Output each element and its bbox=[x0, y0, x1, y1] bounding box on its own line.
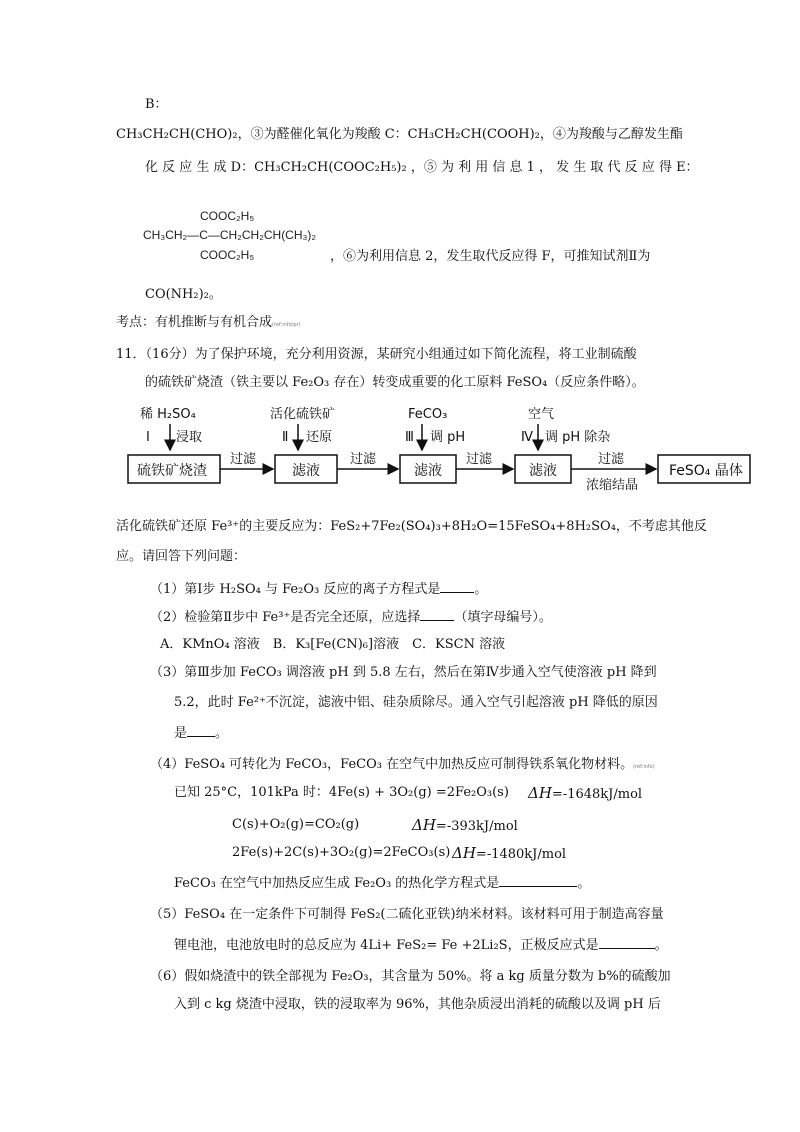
kaodian-line bbox=[116, 314, 301, 334]
part-1-text: （1）第Ⅰ步 H₂SO₄ 与 Fe₂O₃ 反应的离子方程式是 bbox=[150, 582, 441, 597]
answer-b-label: B： bbox=[145, 97, 168, 112]
dh-1 bbox=[528, 784, 642, 804]
molecule-e-structure bbox=[140, 206, 340, 264]
part-4-question bbox=[174, 874, 590, 893]
step-4-action: 调 pH 除杂 bbox=[545, 430, 611, 445]
part-1-end: 。 bbox=[474, 582, 488, 597]
react-line-1: 活化硫铁矿还原 Fe³⁺的主要反应为：FeS₂+7Fe₂(SO₄)₃+8H₂O=15FeSO₄+8H₂SO₄，不考虑其他反 bbox=[116, 519, 707, 534]
dh-3-value: =-1480kJ/mol bbox=[475, 847, 567, 862]
dh-2-value: =-393kJ/mol bbox=[435, 819, 518, 834]
part-3-end: 。 bbox=[215, 726, 229, 741]
part-4-eq2: C(s)+O₂(g)=CO₂(g) bbox=[232, 817, 360, 832]
q11-stem-2: 的硫铁矿烧渣（铁主要以 Fe₂O₃ 存在）转变成重要的化工原料 FeSO₄（反应条件略）。 bbox=[145, 375, 645, 390]
part-1-blank[interactable] bbox=[440, 580, 474, 593]
part-5-end: 。 bbox=[654, 938, 668, 953]
dh-2 bbox=[412, 816, 518, 836]
part-6-line-a: （6）假如烧渣中的铁全部视为 Fe₂O₃，其含量为 50%。将 a kg 质量分数为 b%的硫酸加 bbox=[150, 969, 671, 984]
step-3-label: Ⅲ bbox=[405, 430, 414, 445]
part-4-tag: (ref:info) bbox=[633, 764, 655, 770]
reagent-3: FeCO₃ bbox=[408, 407, 448, 422]
box-3-text: 滤液 bbox=[414, 463, 442, 479]
part-5-line-a: （5）FeSO₄ 在一定条件下可制得 FeS₂(二硫化亚铁)纳米材料。该材料可用于制造高容量 bbox=[150, 907, 664, 922]
step-3-action: 调 pH bbox=[430, 430, 466, 445]
part-4-eq3: 2Fe(s)+2C(s)+3O₂(g)=2FeCO₃(s) bbox=[232, 845, 451, 860]
part-3-line-a: （3）第Ⅲ步加 FeCO₃ 调溶液 pH 到 5.8 左右，然后在第Ⅳ步通入空气使溶液 pH 降到 bbox=[150, 665, 657, 680]
molecule-top-group: COOC₂H₅ bbox=[200, 209, 255, 223]
box-1-text: 硫铁矿烧渣 bbox=[137, 463, 207, 479]
part-2 bbox=[150, 608, 552, 627]
step-1-label: Ⅰ bbox=[146, 430, 150, 445]
reagent-4: 空气 bbox=[528, 407, 555, 422]
part-5-b-text: 锂电池，电池放电时的总反应为 4Li+ FeS₂= Fe +2Li₂S，正极反应式是 bbox=[174, 938, 599, 953]
molecule-main-chain: CH₃CH₂—C—CH₂CH₂CH(CH₃)₂ bbox=[143, 228, 317, 242]
part-2-blank[interactable] bbox=[420, 608, 454, 621]
arrow-1-label: 过滤 bbox=[230, 452, 257, 467]
molecule-bottom-group: COOC₂H₅ bbox=[200, 248, 255, 262]
step-2-action: 还原 bbox=[306, 430, 333, 445]
part-3-line-c bbox=[174, 724, 228, 743]
part-3-line-b: 5.2，此时 Fe²⁺不沉淀，滤液中铝、硅杂质除尽。通入空气引起溶液 pH 降低的原因 bbox=[174, 695, 658, 710]
arrow-4-label: 过滤 bbox=[598, 452, 625, 467]
reagent-1: 稀 H₂SO₄ bbox=[140, 407, 196, 422]
box-5-text: FeSO₄ 晶体 bbox=[669, 463, 743, 479]
arrow-2-label: 过滤 bbox=[350, 452, 377, 467]
solution-line-1: CH₃CH₂CH(CHO)₂，③为醛催化氧化为羧酸 C：CH₃CH₂CH(COOH)₂，④为羧酸与乙醇发生酯 bbox=[116, 127, 683, 142]
arrow-3-label: 过滤 bbox=[466, 452, 493, 467]
step-1-action: 浸取 bbox=[176, 430, 203, 445]
box-4-text: 滤液 bbox=[529, 463, 557, 479]
part-4-q-text: FeCO₃ 在空气中加热反应生成 Fe₂O₃ 的热化学方程式是 bbox=[174, 876, 500, 891]
reagent-2: 活化硫铁矿 bbox=[270, 407, 336, 422]
dh-1-value: =-1648kJ/mol bbox=[551, 787, 643, 802]
part-5-blank[interactable] bbox=[599, 936, 655, 949]
part-2-text: （2）检验第Ⅱ步中 Fe³⁺是否完全还原，应选择 bbox=[150, 610, 421, 625]
process-flow-chart bbox=[120, 400, 760, 500]
step-2-label: Ⅱ bbox=[282, 430, 289, 445]
step-4-label: Ⅳ bbox=[521, 430, 533, 445]
part-4-end: 。 bbox=[577, 876, 591, 891]
solution-line-4: CO(NH₂)₂。 bbox=[145, 287, 222, 302]
dh-3 bbox=[452, 844, 566, 864]
part-4-known: 已知 25°C，101kPa 时：4Fe(s) + 3O₂(g) =2Fe₂O₃(s) bbox=[174, 785, 509, 800]
part-2-options: A．KMnO₄ 溶液 B．K₃[Fe(CN)₆]溶液 C．KSCN 溶液 bbox=[160, 637, 506, 652]
part-5-line-b bbox=[174, 936, 668, 955]
box-2-text: 滤液 bbox=[292, 463, 320, 479]
arrow-4-extra: 浓缩结晶 bbox=[586, 478, 639, 493]
dh-3-symbol: ΔH bbox=[452, 844, 476, 862]
part-3-c-text: 是 bbox=[174, 726, 188, 741]
part-1 bbox=[150, 580, 487, 599]
part-4-line-a bbox=[150, 756, 655, 776]
part-3-blank[interactable] bbox=[187, 724, 215, 737]
part-2-end: （填字母编号）。 bbox=[454, 610, 552, 625]
solution-line-3: ，⑥为利用信息 2，发生取代反应得 F，可推知试剂Ⅱ为 bbox=[330, 249, 651, 264]
dh-1-symbol: ΔH bbox=[528, 784, 552, 802]
part-4-blank[interactable] bbox=[499, 874, 577, 887]
kaodian-tag: (ref:info/pr) bbox=[272, 322, 301, 328]
part-4-a-text: （4）FeSO₄ 可转化为 FeCO₃，FeCO₃ 在空气中加热反应可制得铁系氧化物材料。 bbox=[150, 757, 634, 772]
kaodian-text: 考点：有机推断与有机合成 bbox=[116, 315, 273, 330]
solution-line-2: 化 反 应 生 成 D：CH₃CH₂CH(COOC₂H₅)₂ ，⑤ 为 利 用 信 息 1 ， 发 生 取 代 反 应 得 E： bbox=[145, 160, 699, 175]
q11-stem-1: 11．（16分）为了保护环境，充分利用资源，某研究小组通过如下简化流程，将工业制硫酸 bbox=[116, 347, 637, 362]
dh-2-symbol: ΔH bbox=[412, 816, 436, 834]
part-6-line-b: 入到 c kg 烧渣中浸取，铁的浸取率为 96%，其他杂质浸出消耗的硫酸以及调 pH 后 bbox=[174, 997, 661, 1012]
react-line-2: 应。请回答下列问题： bbox=[116, 549, 247, 564]
